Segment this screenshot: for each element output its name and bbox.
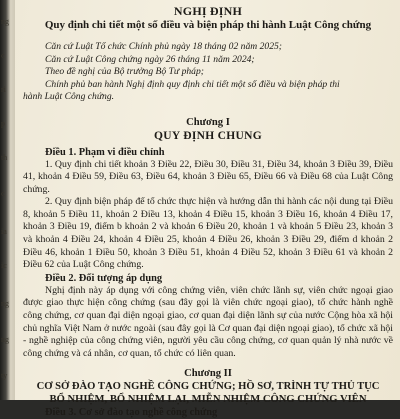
chapter-1-heading: Chương I [186,116,230,128]
left-page-fragment: ng [1,17,9,26]
chapter-2-title-line-1: CƠ SỞ ĐÀO TẠO NGHỀ CÔNG CHỨNG; HỒ SƠ, TRÌNH TỰ THỦ TỤC [36,381,380,393]
document-title: NGHỊ ĐỊNH [173,4,243,18]
article-2-paragraph: Nghị định này áp dụng với công chứng viên, viên chức lãnh sự, viên chức ngoại giao được giao thực hiện công chứng (sau đây gọi là viên chức ngoại giao), tổ chức hành nghề công chứng, cơ quan đại diện ngoại giao, cơ quan đại diện lãnh sự của nước Cộng hòa xã hội chủ nghĩa Việt Nam ở nước ngoài (sau đây gọi là Cơ quan đại diện ngoại giao), tổ chức xã hội - nghề nghiệp của công chứng viên, người yêu cầu công chứng, cơ quan quản lý nhà nước về công chứng và cá nhân, cơ quan, tổ chức có liên quan. [23,284,393,359]
chapter-2-title-line-2: BỔ NHIỆM, BỔ NHIỆM LẠI, MIỄN NHIỆM CÔNG CHỨNG VIÊN [49,394,367,406]
left-page-fragment: ic [1,261,7,270]
left-page-fragment: th [1,153,8,162]
article-3-heading: Điều 3. Cơ sở đào tạo nghề công chứng [45,407,218,419]
left-page-fragment: ng [1,335,9,344]
left-page-fragment: c [1,51,5,60]
legal-basis-line: Căn cứ Luật Công chứng ngày 26 tháng 11 năm 2024; [45,53,255,65]
article-2-heading: Điều 2. Đối tượng áp dụng [45,272,163,284]
document-subtitle: Quy định chi tiết một số điều và biện pháp thi hành Luật Công chứng [44,19,372,31]
left-page-fragment: ia [1,227,7,236]
legal-basis-line: Theo đề nghị của Bộ trưởng Bộ Tư pháp; [45,66,204,77]
left-page-edge [0,0,15,400]
left-page-fragment: c [1,189,5,198]
left-page-fragment: ty [1,371,8,380]
left-page-fragment: p [1,119,5,128]
legal-basis-line: Căn cứ Luật Tổ chức Chính phủ ngày 18 tháng 02 năm 2025; [45,41,282,52]
legal-basis-line: Chính phủ ban hành Nghị định quy định chi tiết một số điều và biện pháp thi [45,78,340,90]
article-1-paragraph-1: 1. Quy định chi tiết khoản 3 Điều 22, Điều 30, Điều 31, Điều 34, khoản 3 Điều 39, Điều 41, khoản 4 Điều 59, Điều 63, Điều 64, khoản 3 Điều 65, Điều 66 và Điều 68 của Luật Công chứng. [23,158,393,195]
article-1-heading: Điều 1. Phạm vi điều chỉnh [45,146,165,158]
left-page-fragment: ri [1,85,6,94]
left-page-fragment: ng [1,299,9,308]
chapter-1-title: QUY ĐỊNH CHUNG [154,129,262,142]
document-content [23,4,393,419]
document-page [15,0,400,419]
legal-basis-line: hành Luật Công chứng. [23,91,115,102]
chapter-2-heading: Chương II [184,368,232,380]
article-1-paragraph-2: 2. Quy định biện pháp để tổ chức thực hiện và hướng dẫn thi hành các nội dung tại Điều 8, khoản 5 Điều 11, khoản 2 Điều 13, khoản 4 Điều 15, khoản 3 Điều 16, khoản 4 Điều 17, khoản 3 Điều 19, điểm b khoản 2 và khoản 6 Điều 20, khoản 1 và khoản 5 Điều 23, khoản 3 và khoản 4 Điều 24, khoản 4 Điều 25, khoản 4 Điều 26, khoản 3 Điều 29, điểm d khoản 2 Điều 46, khoản 1 Điều 50, khoản 3 Điều 51, khoản 4 Điều 52, khoản 3 Điều 61 và khoản 2 Điều 62 của Luật Công chứng. [23,196,393,271]
